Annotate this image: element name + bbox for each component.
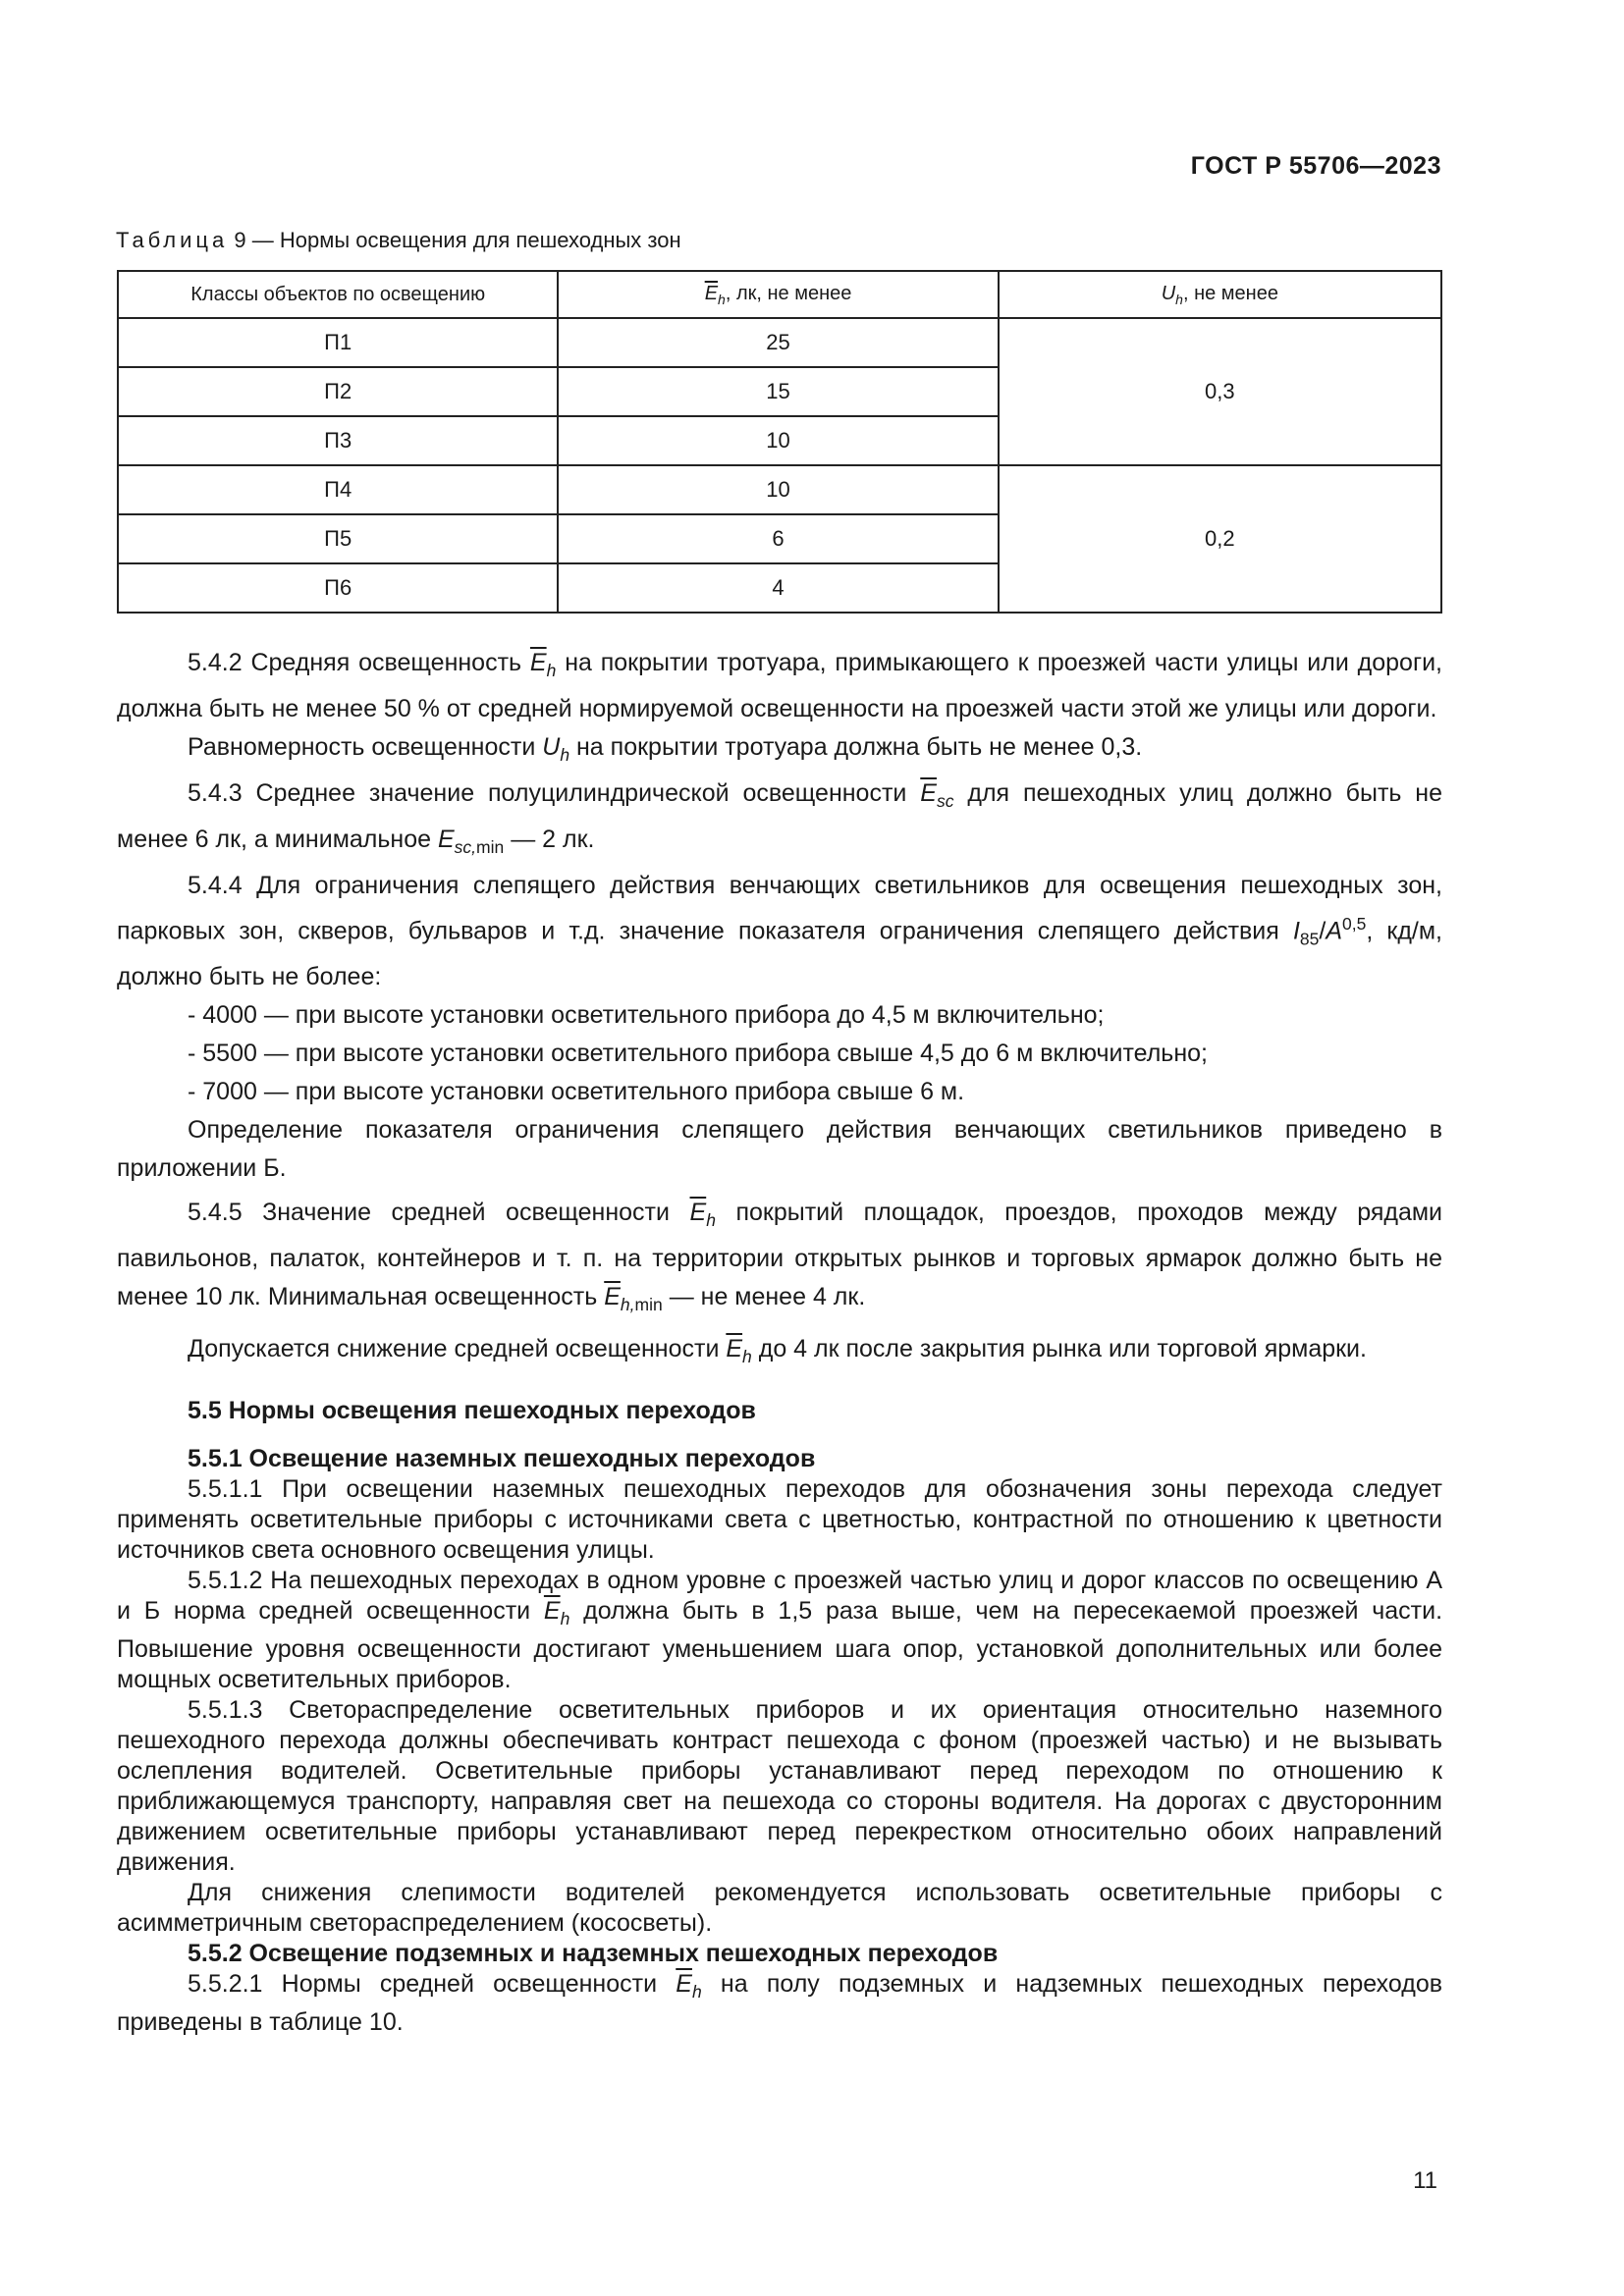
paragraph-5-5-1-1: 5.5.1.1 При освещении наземных пешеходных переходов для обозначения зоны перехода следует применять осветительные приборы с источниками света с цветностью, контрастной по отношению к цветности источников света основного освещения улицы. <box>117 1475 1442 1565</box>
list-item: - 5500 — при высоте установки осветительного прибора свыше 4,5 до 6 м включительно; <box>188 1040 1208 1068</box>
cell-class: П2 <box>118 367 558 416</box>
cell-eh: 6 <box>558 514 998 563</box>
cell-class: П1 <box>118 318 558 367</box>
paragraph-reduction: Допускается снижение средней освещенности $\overline{E}_h$ до 4 лк после закрытия рынка или торговой ярмарки. <box>188 1335 1367 1367</box>
paragraph-5-5-1-3: 5.5.1.3 Светораспределение осветительных приборов и их ориентация относительно наземного пешеходного перехода должны обеспечивать контраст пешехода с фоном (проезжей частью) и не вызывать ослепления водителей. Осветительные приборы устанавливают перед переходом по отношению к приближающемуся транспорту, направляя свет на пешехода со стороны водителя. На дорогах с двусторонним движением осветительные приборы устанавливают перед перекрестком относительно обоих направлений движения. <box>117 1696 1442 1877</box>
cell-eh: 25 <box>558 318 998 367</box>
cell-uh-group: 0,2 <box>999 465 1441 613</box>
cell-class: П4 <box>118 465 558 514</box>
table-caption-text: 9 — Нормы освещения для пешеходных зон <box>234 228 681 252</box>
cell-class: П6 <box>118 563 558 613</box>
table-caption-word: Таблица <box>116 228 229 252</box>
paragraph-definition: Определение показателя ограничения слепящего действия венчающих светильников приведено в приложении Б. <box>117 1116 1442 1183</box>
list-item: - 7000 — при высоте установки осветительного прибора свыше 6 м. <box>188 1078 965 1106</box>
paragraph-5-4-3: 5.4.3 Среднее значение полуцилиндрической освещенности $\overline{E}_{sc}$ для пешеходных улиц должно быть не менее 6 лк, а минимальное $E_{sc,min}$ — 2 лк. <box>117 779 1443 857</box>
cell-class: П5 <box>118 514 558 563</box>
table-caption <box>116 228 681 253</box>
table-row <box>118 465 1441 514</box>
col-header-eh: $\overline{E}_h$, лк, не менее <box>558 271 998 318</box>
col-header-uh: $U_h$, не менее <box>999 271 1441 318</box>
paragraph-5-5-2-1: 5.5.2.1 Нормы средней освещенности $\overline{E}_h$ на полу подземных и надземных пешеходных переходов приведены в таблице 10. <box>117 1970 1443 2037</box>
page-number: 11 <box>1413 2167 1437 2194</box>
subsection-heading-5-5-2: 5.5.2 Освещение подземных и надземных пешеходных переходов <box>188 1940 999 1968</box>
subsection-heading-5-5-1: 5.5.1 Освещение наземных пешеходных переходов <box>188 1445 816 1473</box>
section-5-5-content <box>117 1444 1442 2038</box>
paragraph-uniformity: Равномерность освещенности $U_h$ на покрытии тротуара должна быть не менее 0,3. <box>188 733 1143 765</box>
cell-eh: 10 <box>558 465 998 514</box>
document-body <box>117 644 1442 2038</box>
paragraph-5-4-5: 5.4.5 Значение средней освещенности $\overline{E}_h$ покрытий площадок, проездов, проходов между рядами павильонов, палаток, контейнеров и т. п. на территории открытых рынков и торговых ярмарок должно быть не менее 10 лк. Минимальная освещенность $\overline{E}_{h,min}$ — не менее 4 лк. <box>117 1199 1443 1315</box>
col-header-class: Классы объектов по освещению <box>118 271 558 318</box>
paragraph-5-4-4: 5.4.4 Для ограничения слепящего действия венчающих светильников для освещения пешеходных зон, парковых зон, скверов, бульваров и т.д. значение показателя ограничения слепящего действия $I_{85}/A^{0,5}$, кд/м, должно быть не более: <box>117 872 1442 991</box>
cell-class: П3 <box>118 416 558 465</box>
cell-eh: 10 <box>558 416 998 465</box>
table-row <box>118 318 1441 367</box>
lighting-norms-table <box>117 270 1442 614</box>
cell-eh: 15 <box>558 367 998 416</box>
document-id: ГОСТ Р 55706—2023 <box>1190 152 1441 180</box>
list-item: - 4000 — при высоте установки осветительного прибора до 4,5 м включительно; <box>188 1001 1105 1030</box>
cell-eh: 4 <box>558 563 998 613</box>
paragraph-glare: Для снижения слепимости водителей рекомендуется использовать осветительные приборы с асимметричным светораспределением (кососветы). <box>117 1879 1442 1938</box>
cell-uh-group: 0,3 <box>999 318 1441 465</box>
paragraph-5-4-2: 5.4.2 Средняя освещенность $\overline{E}_h$ на покрытии тротуара, примыкающего к проезжей части улицы или дороги, должна быть не менее 50 % от средней нормируемой освещенности на проезжей части этой же улицы или дороги. <box>117 649 1442 722</box>
table-header-row <box>118 271 1441 318</box>
paragraph-5-5-1-2: 5.5.1.2 На пешеходных переходах в одном уровне с проезжей частью улиц и дорог классов по освещению А и Б норма средней освещенности $\overline{E}_h$ должна быть в 1,5 раза выше, чем на пересекаемой проезжей части. Повышение уровня освещенности достигают уменьшением шага опор, установкой дополнительных или более мощных осветительных приборов. <box>117 1567 1443 1694</box>
section-heading-5-5: 5.5 Нормы освещения пешеходных переходов <box>188 1397 756 1425</box>
